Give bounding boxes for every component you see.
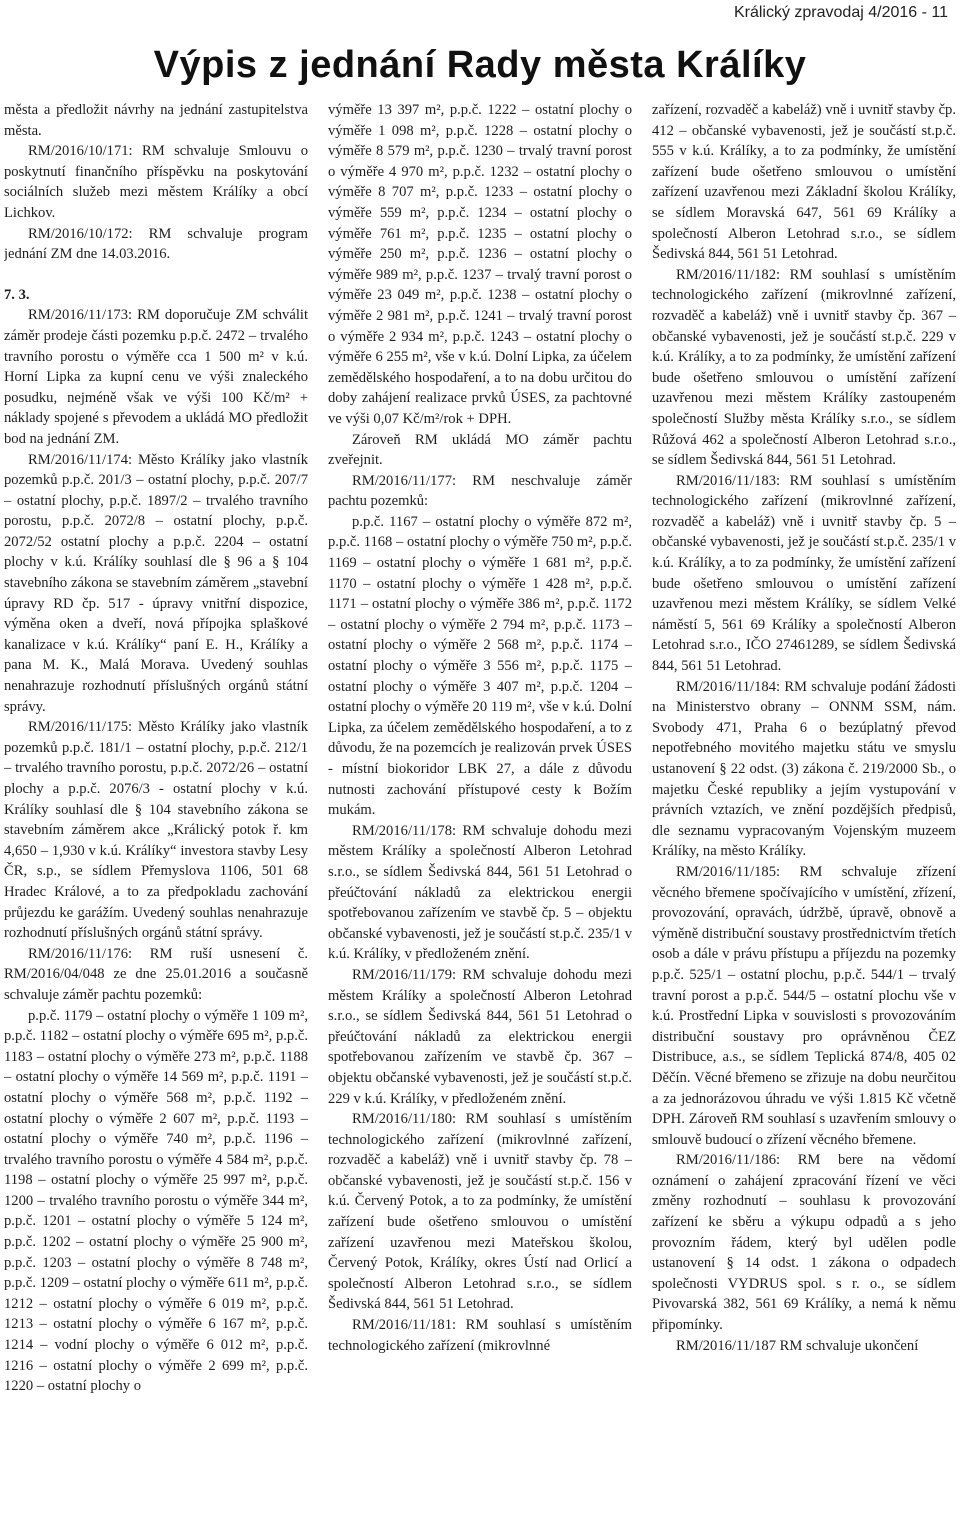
paragraph: RM/2016/11/187 RM schvaluje ukončení	[676, 1337, 919, 1354]
paragraph: RM/2016/11/177: RM neschvaluje záměr pachtu pozemků:	[328, 472, 632, 510]
paragraph: RM/2016/11/174: Město Králíky jako vlastník pozemků p.p.č. 201/3 – ostatní plochy, p.p.č. 207/7 – ostatní plochy, p.p.č. 1897/2 – trvalého travního porostu, p.p.č. 2072/8 – ostatní plochy, p.p.č. 2072/52 ostatní plochy a p.p.č. 2204 – ostatní plochy v k.ú. Králíky souhlasí dle § 96 a § 104 stavebního zákona se stavebním záměrem „stavební úpravy RD čp. 517 - úpravy vnitřní dispozice, výměna oken a dveří, nová přípojka splaškové kanalizace v k.ú. Králíky“ paní E. H., Králíky a pana M. K., Malá Morava. Uvedený souhlas nenahrazuje rozhodnutí příslušných orgánů státní správy.	[4, 451, 308, 715]
paragraph: RM/2016/11/186: RM bere na vědomí oznámení o zahájení zpracování řízení ve věci změny rozhodnutí – souhlasu k provozování zařízení ke sběru a výkupu odpadů a s jeho provozním řádem, který byl udělen podle ustanovení § 14 odst. 1 zákona o odpadech společnosti VYDRUS spol. s r. o., se sídlem Pivovarská 382, 561 69 Králíky, a nemá k němu připomínky.	[652, 1152, 956, 1334]
paragraph: RM/2016/10/172: RM schvaluje program jednání ZM dne 14.03.2016.	[4, 225, 308, 263]
paragraph: RM/2016/11/179: RM schvaluje dohodu mezi městem Králíky a společností Alberon Letohrad s.r.o., se sídlem Šedivská 844, 561 51 Letohrad o přeúčtování nákladů za elektrickou energii spotřebovanou zařízením ve stavbě čp. 367 – objektu občanské vybavenosti, jež je součástí st.p.č. 229 v k.ú. Králíky, v předloženém znění.	[328, 966, 632, 1107]
paragraph: RM/2016/11/178: RM schvaluje dohodu mezi městem Králíky a společností Alberon Letohrad s.r.o., se sídlem Šedivská 844, 561 51 Letohrad o přeúčtování nákladů za elektrickou energii spotřebovanou zařízením ve stavbě čp. 5 – objektu občanské vybavenosti, jež je součástí st.p.č. 235/1 v k.ú. Králíky, v předloženém znění.	[328, 822, 632, 963]
meeting-date-heading: 7. 3.	[4, 286, 30, 303]
paragraph: Zároveň RM ukládá MO záměr pachtu zveřejnit.	[328, 431, 632, 469]
paragraph: RM/2016/11/175: Město Králíky jako vlastník pozemků p.p.č. 181/1 – ostatní plochy, p.p.č. 212/1 – trvalého travního porostu, p.p.č. 2072/26 – ostatní plochy a p.p.č. 2076/3 - ostatní plochy v k.ú. Králíky souhlasí dle § 104 stavebního zákona se stavebním záměrem akce „Králický potok ř. km 4,650 – 1,930 v k.ú. Králíky“ investora stavby Lesy ČR, s.p., se sídlem Přemyslova 1106, 501 68 Hradec Králové, a to za předpokladu zachování průjezdu ke garážím. Uvedený souhlas nenahrazuje rozhodnutí příslušných orgánů státní správy.	[4, 719, 308, 942]
paragraph: RM/2016/11/185: RM schvaluje zřízení věcného břemene spočívajícího v umístění, zřízení, provozování, opravách, údržbě, úpravě, obnově a výměně distribuční soustavy prostřednictvím třetích osob a dále v právu přístupu a příjezdu na pozemky p.p.č. 525/1 – ostatní plochu, p.p.č. 544/1 – trvalý travní porost a p.p.č. 544/5 – ostatní plochu vše v k.ú. Prostřední Lipka v souvislosti s provozováním distribuční soustavy pro oprávněnou ČEZ Distribuce, a.s., se sídlem Teplická 874/8, 405 02 Děčín. Věcné břemeno se zřizuje na dobu neurčitou a za jednorázovou úhradu ve výši 1.815 Kč včetně DPH. Zároveň RM souhlasí s uzavřením smlouvy o smlouvě budoucí o zřízení věcného břemene.	[652, 863, 956, 1148]
paragraph: RM/2016/11/176: RM ruší usnesení č. RM/2016/04/048 ze dne 25.01.2016 a současně schvaluje záměr pachtu pozemků:	[4, 945, 308, 1003]
paragraph: RM/2016/11/183: RM souhlasí s umístěním technologického zařízení (mikrovlnné zařízení, rozvaděč a kabeláž) vně i uvnitř stavby čp. 5 – občanské vybavenosti, jež je součástí st.p.č. 235/1 v k.ú. Králíky, a to za podmínky, že umístění zařízení bude ošetřeno smlouvou o umístění zařízení uzavřenou mezi městem Králíky, se sídlem Velké náměstí 5, 561 69 Králíky a společností Alberon Letohrad s.r.o., IČO 27461289, se sídlem Šedivská 844, 561 51 Letohrad.	[652, 472, 956, 675]
paragraph: p.p.č. 1167 – ostatní plochy o výměře 872 m², p.p.č. 1168 – ostatní plochy o výměře 750 m², p.p.č. 1169 – ostatní plochy o výměře 1 681 m², p.p.č. 1170 – ostatní plochy o výměře 1 428 m², p.p.č. 1171 – ostatní plochy o výměře 386 m², p.p.č. 1172 – ostatní plochy o výměře 2 794 m², p.p.č. 1173 – ostatní plochy o výměře 2 568 m², p.p.č. 1174 – ostatní plochy o výměře 3 556 m², p.p.č. 1175 – ostatní plochy o výměře 3 407 m², p.p.č. 1204 – ostatní plochy o výměře 20 119 m², vše v k.ú. Dolní Lipka, za účelem zemědělského hospodaření, a to z důvodu, že na pozemcích je realizován prvek ÚSES - místní biokoridor LBK 27, a dále z důvodu nutnosti zachování přístupové cesty k Božím mukám.	[328, 513, 632, 819]
column-3	[652, 100, 956, 1512]
page-title: Výpis z jednání Rady města Králíky	[153, 44, 807, 86]
paragraph: RM/2016/11/180: RM souhlasí s umístěním technologického zařízení (mikrovlnné zařízení, rozvaděč a kabeláž) vně i uvnitř stavby čp. 78 – občanské vybavenosti, jež je součástí st.p.č. 156 v k.ú. Červený Potok, a to za podmínky, že umístění zařízení bude ošetřeno smlouvou o umístění zařízení uzavřenou mezi Mateřskou školou, Červený Potok, Králíky, okres Ústí nad Orlicí a společností Alberon Letohrad s.r.o., se sídlem Šedivská 844, 561 51 Letohrad.	[328, 1111, 632, 1313]
paragraph: zařízení, rozvaděč a kabeláž) vně i uvnitř stavby čp. 412 – občanské vybavenosti, jež je součástí st.p.č. 555 v k.ú. Králíky, a to za podmínky, že umístění zařízení bude ošetřeno smlouvou o umístění zařízení uzavřenou mezi Základní školou Králíky, se sídlem Moravská 647, 561 69 Králíky a společností Alberon Letohrad s.r.o., se sídlem Šedivská 844, 561 51 Letohrad.	[652, 102, 956, 263]
paragraph: města a předložit návrhy na jednání zastupitelstva města.	[4, 102, 308, 139]
paragraph: RM/2016/11/184: RM schvaluje podání žádosti na Ministerstvo obrany – ONNM SSM, nám. Svobody 471, Praha 6 o bezúplatný převod nepotřebného movitého majetku státu ve smyslu ustanovení § 22 odst. (3) zákona č. 219/2000 Sb., o majetku České republiky a jejím vystupování v právních vztazích, ve znění pozdějších předpisů, dle seznamu vypracovaným Vojenským muzeem Králíky, na město Králíky.	[652, 678, 956, 860]
paragraph: p.p.č. 1179 – ostatní plochy o výměře 1 109 m², p.p.č. 1182 – ostatní plochy o výměře 695 m², p.p.č. 1183 – ostatní plochy o výměře 273 m², p.p.č. 1188 – ostatní plochy o výměře 14 569 m², p.p.č. 1191 – ostatní plochy o výměře 568 m², p.p.č. 1192 – ostatní plochy o výměře 2 607 m², p.p.č. 1193 – ostatní plochy o výměře 740 m², p.p.č. 1196 – trvalého travního porostu o výměře 4 584 m², p.p.č. 1198 – ostatní plochy o výměře 25 997 m², p.p.č. 1200 – trvalého travního porostu o výměře 344 m², p.p.č. 1201 – ostatní plochy o výměře 5 124 m², p.p.č. 1202 – ostatní plochy o výměře 25 900 m², p.p.č. 1203 – ostatní plochy o výměře 8 748 m², p.p.č. 1209 – ostatní plochy o výměře 611 m², p.p.č. 1212 – ostatní plochy o výměře 6 019 m², p.p.č. 1213 – ostatní plochy o výměře 6 167 m², p.p.č. 1214 – vodní plochy o výměře 6 012 m², p.p.č. 1216 – ostatní plochy o výměře 2 699 m², p.p.č. 1220 – ostatní plochy o	[4, 1007, 308, 1395]
paragraph: RM/2016/11/181: RM souhlasí s umístěním technologického zařízení (mikrovlnné	[328, 1317, 632, 1354]
column-1	[4, 100, 308, 1512]
article-columns	[4, 100, 956, 1512]
paragraph: RM/2016/10/171: RM schvaluje Smlouvu o poskytnutí finančního příspěvku na poskytování sociálních služeb mezi městem Králíky a obcí Lichkov.	[4, 143, 308, 221]
running-header: Králický zpravodaj 4/2016 - 11	[733, 4, 948, 21]
paragraph: RM/2016/11/182: RM souhlasí s umístěním technologického zařízení (mikrovlnné zařízení, rozvaděč a kabeláž) vně i uvnitř stavby čp. 367 – občanské vybavenosti, jež je součástí st.p.č. 229 v k.ú. Králíky, a to za podmínky, že umístění zařízení bude ošetřeno smlouvou o umístění zařízení uzavřenou mezi městem Králíky zastoupeném společností Služby města Králíky s.r.o., se sídlem Růžová 462 a společností Alberon Letohrad s.r.o., se sídlem Šedivská 844, 561 51 Letohrad.	[652, 266, 956, 469]
paragraph: RM/2016/11/173: RM doporučuje ZM schválit záměr prodeje části pozemku p.p.č. 2472 – trvalého travního porostu o výměře cca 1 500 m² v k.ú. Horní Lipka za kupní cenu ve výši znaleckého posudku, nejméně však ve výši 100 Kč/m² + náklady spojené s převodem a ukládá MO předložit bod na jednání ZM.	[4, 307, 308, 447]
column-2	[328, 100, 632, 1512]
paragraph: výměře 13 397 m², p.p.č. 1222 – ostatní plochy o výměře 1 098 m², p.p.č. 1228 – ostatní plochy o výměře 8 579 m², p.p.č. 1230 – trvalý travní porost o výměře 4 970 m², p.p.č. 1232 – ostatní plochy o výměře 8 707 m², p.p.č. 1233 – ostatní plochy o výměře 559 m², p.p.č. 1234 – ostatní plochy o výměře 761 m², p.p.č. 1235 – ostatní plochy o výměře 250 m², p.p.č. 1236 – ostatní plochy o výměře 989 m², p.p.č. 1237 – trvalý travní porost o výměře 23 049 m², p.p.č. 1238 – ostatní plochy o výměře 2 981 m², p.p.č. 1241 – trvalý travní porost o výměře 2 934 m², p.p.č. 1243 – ostatní plochy o výměře 6 255 m², vše v k.ú. Dolní Lipka, za účelem zemědělského hospodaření, a to na dobu určitou do doby zahájení realizace prvků ÚSES, za pachtovné ve výši 0,07 Kč/m²/rok + DPH.	[328, 102, 632, 427]
